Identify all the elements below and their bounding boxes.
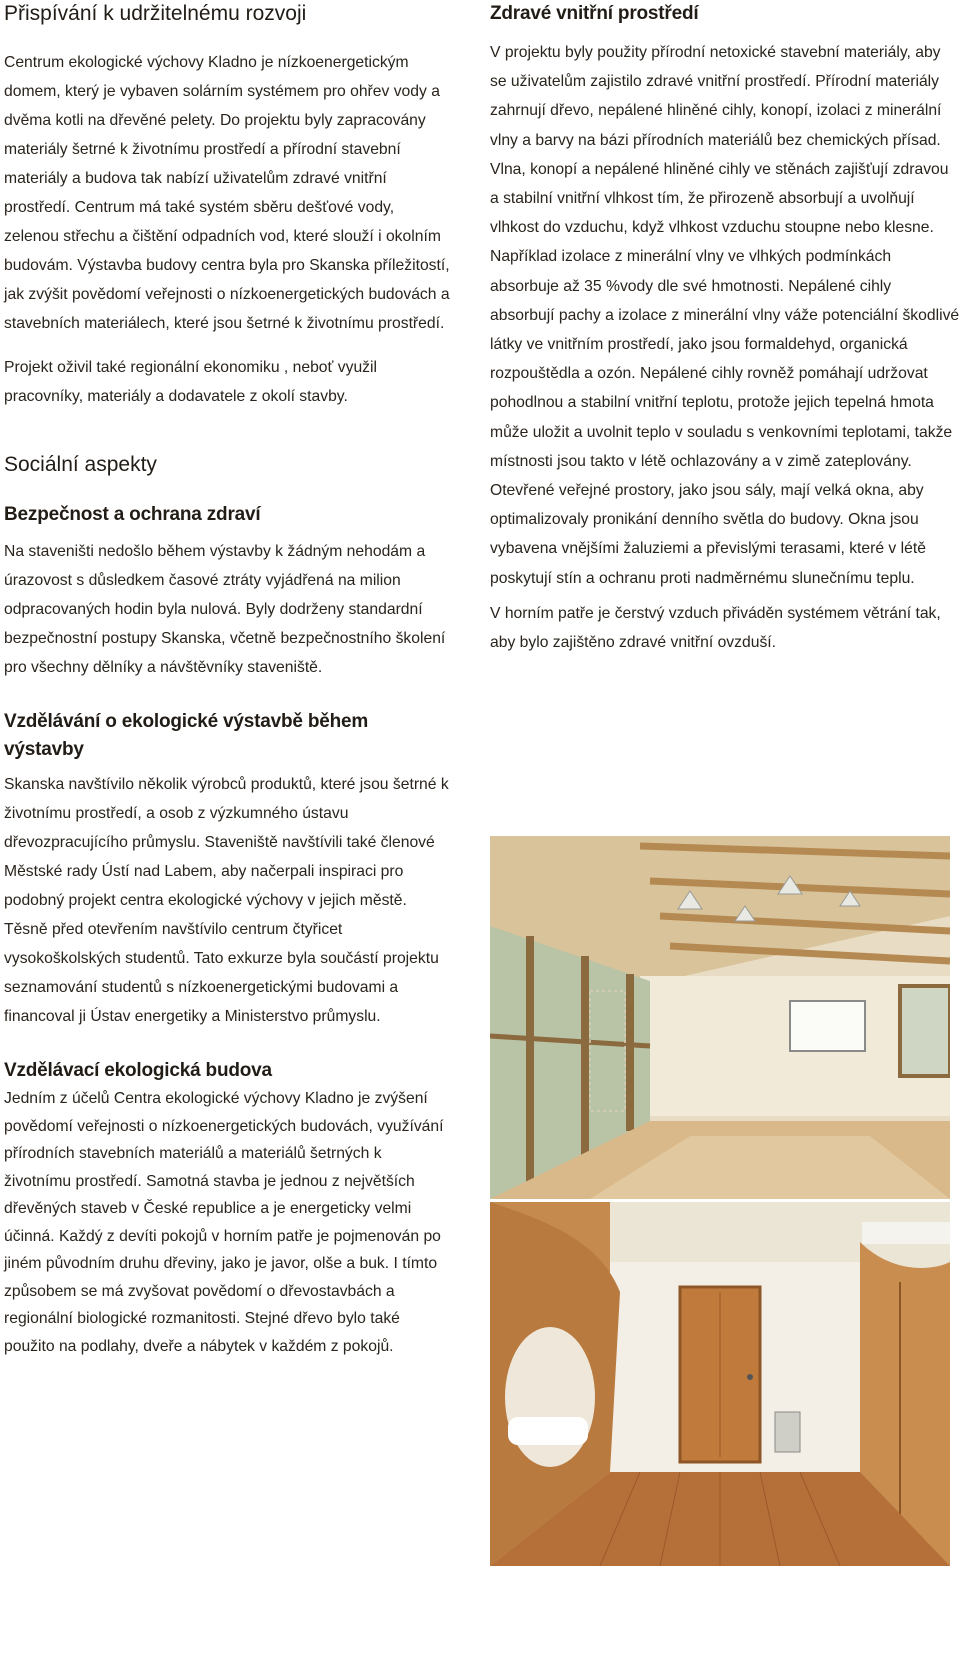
right-column	[490, 0, 960, 657]
paragraph-sustainability-2: Projekt oživil také regionální ekonomiku , neboť využil pracovníky, materiály a dodavatele z okolí stavby.	[4, 359, 377, 405]
paragraph-safety: Na staveništi nedošlo během výstavby k žádným nehodám a úrazovost s důsledkem časové ztráty vyjádřená na milion odpracovaných hodin byla nulová. Byly dodrženy standardní bezpečnostní postupy Skanska, včetně bezpečnostního školení pro všechny dělníky a návštěvníky staveniště.	[4, 543, 446, 676]
paragraph-sustainability-1: Centrum ekologické výchovy Kladno je nízkoenergetickým domem, který je vybaven solárním systémem pro ohřev vody a dvěma kotli na dřevěné pelety. Do projektu byly zapracovány materiály šetrné k životnímu prostředí a přírodní stavební materiály a budova tak nabízí uživatelům zdravé vnitřní prostředí. Centrum má také systém sběru dešťové vody, zelenou střechu a čištění odpadních vod, které slouží i okolním budovám. Výstavba budovy centra byla pro Skanska příležitostí, jak zvýšit povědomí veřejnosti o nízkoenergetických budovách a stavebních materiálech, které jsou šetrné k životnímu prostředí.	[4, 54, 450, 332]
left-column	[4, 0, 452, 1360]
subheading-safety: Bezpečnost a ochrana zdraví	[4, 504, 261, 525]
section-title-sustainability: Přispívání k udržitelnému rozvoji	[4, 2, 307, 25]
subheading-education-during-construction: Vzdělávání o ekologické výstavbě během výstavby	[4, 711, 369, 760]
paragraph-healthy-indoor-1: V projektu byly použity přírodní netoxické stavební materiály, aby se uživatelům zajistilo zdravé vnitřní prostředí. Přírodní materiály zahrnují dřevo, nepálené hliněné cihly, konopí, izolaci z minerální vlny a barvy na bázi přírodních materiálů bez chemických přísad. Vlna, konopí a nepálené hliněné cihly ve stěnách zajišťují zdravou a stabilní vnitřní vlhkost tím, že přirozeně absorbují a uvolňují vlhkost do vzduchu, když vlhkost vzduchu stoupne nebo klesne. Například izolace z minerální vlny ve vlhkých podmínkách absorbuje až 35 %vody dle své hmotnosti. Nepálené cihly absorbují pachy a izolace z minerální vlny váže potenciální škodlivé látky ve vnitřním prostředí, jako jsou formaldehyd, organická rozpouštědla a ozón. Nepálené cihly rovněž pomáhají udržovat pohodlnou a stabilní vnitřní teplotu, protože jejich tepelná hmota může uložit a uvolnit teplo v souladu s venkovními teplotami, takže místnosti jsou takto v létě ochlazovány a v zimě zateplovány. Otevřené veřejné prostory, jako jsou sály, mají velká okna, aby optimalizovaly pronikání denního světla do budovy. Okna jsou vybavena vnějšími žaluziemi a převislými terasami, které v létě poskytují stín a ochranu proti nadměrnému slunečnímu teplu.	[490, 44, 960, 587]
photo-hall-interior	[490, 836, 950, 1199]
subheading-educational-building: Vzdělávací ekologická budova	[4, 1060, 272, 1081]
photo-wooden-room	[490, 1202, 950, 1566]
paragraph-education-during-construction: Skanska navštívilo několik výrobců produktů, které jsou šetrné k životnímu prostředí, a osob z výzkumného ústavu dřevozpracujícího průmyslu. Staveniště navštívili také členové Městské rady Ústí nad Labem, aby načerpali inspiraci pro podobný projekt centra ekologické výchovy v jejich městě. Těsně před otevřením navštívilo centrum čtyřicet vysokoškolských studentů. Tato exkurze byla součástí projektu seznamování studentů s nízkoenergetickými budovami a financoval ji Ústav energetiky a Ministerstvo průmyslu.	[4, 776, 449, 1025]
paragraph-healthy-indoor-2: V horním patře je čerstvý vzduch přiváděn systémem větrání tak, aby bylo zajištěno zdravé vnitřní ovzduší.	[490, 604, 941, 651]
section-title-social: Sociální aspekty	[4, 453, 157, 476]
paragraph-educational-building: Jedním z účelů Centra ekologické výchovy Kladno je zvýšení povědomí veřejnosti o nízkoenergetických budovách, využívání přírodních stavebních materiálů a materiálů šetrných k životnímu prostředí. Samotná stavba je jednou z největších dřevěných staveb v České republice a je energeticky velmi účinná. Každý z devíti pokojů v horním patře je pojmenován po jiném původním druhu dřeviny, jako je javor, olše a buk. I tímto způsobem se má zvyšovat povědomí o dřevostavbách a regionální biologické rozmanitosti. Stejné dřevo bylo také použito na podlahy, dveře a nábytek v každém z pokojů.	[4, 1090, 444, 1355]
subheading-healthy-indoor: Zdravé vnitřní prostředí	[490, 3, 699, 24]
